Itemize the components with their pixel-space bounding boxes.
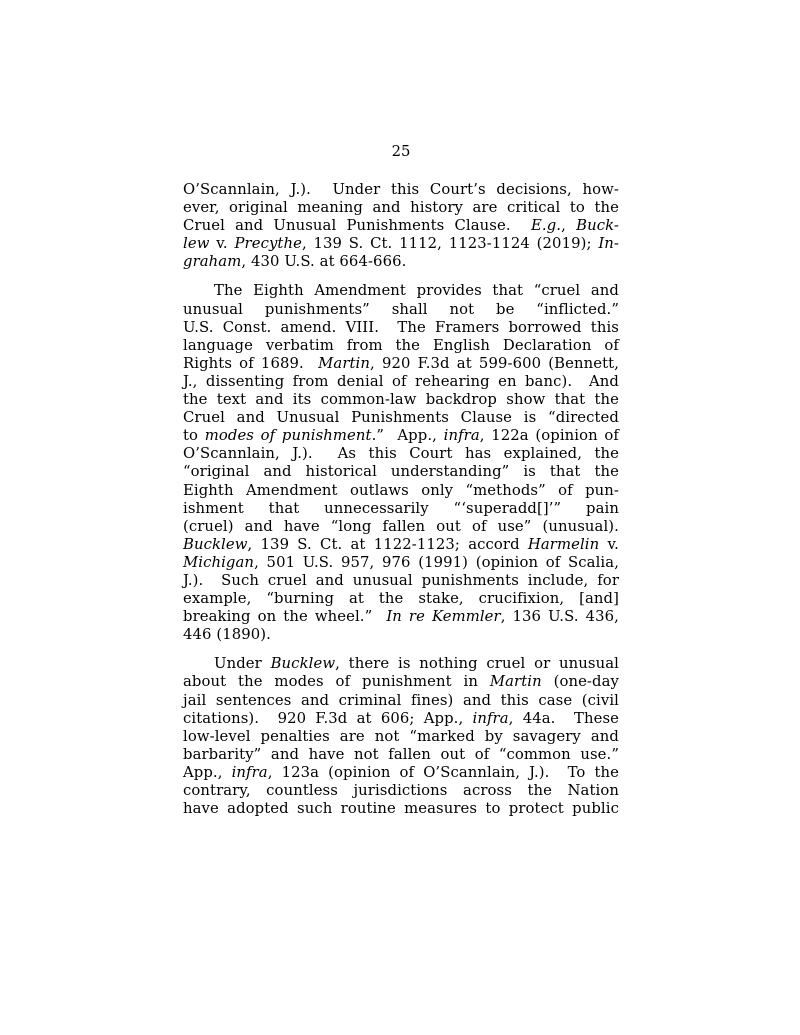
text-run: to xyxy=(183,427,205,445)
text-run: Cruel and Unusual Punishments Clause. xyxy=(183,217,532,235)
text-run: , 122a (opinion of xyxy=(479,427,620,445)
italic-text-run: modes of punishment xyxy=(204,427,372,445)
text-run: J.). Such cruel and unusual punishments include, for xyxy=(183,571,619,589)
text-line xyxy=(183,655,619,673)
text-run: the text and its common-law backdrop show that the xyxy=(183,391,619,409)
text-run: , 920 F.3d at 599-600 (Bennett, xyxy=(370,354,619,372)
text-run: J., dissenting from denial of rehearing en banc). And xyxy=(183,372,619,390)
text-run: “original and historical understanding” is that the xyxy=(183,463,619,481)
body-text xyxy=(183,181,619,818)
italic-text-run: Harmelin xyxy=(527,535,600,553)
text-run: U.S. Const. amend. VIII. The Framers borrowed this xyxy=(183,318,619,336)
text-line xyxy=(183,710,619,728)
italic-text-run: In- xyxy=(598,235,619,253)
text-run: (cruel) and have “long fallen out of use” (unusual). xyxy=(183,517,619,535)
italic-text-run: lew xyxy=(183,235,210,253)
text-line xyxy=(183,181,619,199)
text-line xyxy=(183,235,619,253)
text-line xyxy=(183,572,619,590)
paragraph xyxy=(183,655,619,818)
text-run: .” App., xyxy=(371,427,444,445)
text-run: example, “burning at the stake, crucifixion, [and] xyxy=(183,590,619,608)
text-run: , there is nothing cruel or unusual xyxy=(335,655,619,673)
text-run: language verbatim from the English Declaration of xyxy=(183,336,619,354)
text-run: barbarity” and have not fallen out of “common use.” xyxy=(183,745,619,763)
text-run: contrary, countless jurisdictions across the Nation xyxy=(183,782,619,799)
text-line xyxy=(183,445,619,463)
italic-text-run: graham xyxy=(183,253,242,271)
paragraph xyxy=(183,181,619,271)
text-run: App., xyxy=(183,763,232,781)
text-run: , 139 S. Ct. 1112, 1123-1124 (2019); xyxy=(301,235,599,253)
text-line xyxy=(183,282,619,300)
text-line xyxy=(183,673,619,691)
text-run: , 44a. These xyxy=(508,709,619,727)
italic-text-run: infra xyxy=(443,427,480,445)
text-line xyxy=(183,482,619,500)
text-run: about the modes of punishment in xyxy=(183,673,490,691)
text-run: citations). 920 F.3d at 606; App., xyxy=(183,709,473,727)
text-line xyxy=(183,764,619,782)
italic-text-run: Precythe xyxy=(234,235,302,253)
text-line xyxy=(183,692,619,710)
text-line xyxy=(183,554,619,572)
text-line xyxy=(183,782,619,800)
italic-text-run: Michigan xyxy=(183,553,255,571)
italic-text-run: Buck- xyxy=(576,217,619,235)
text-line xyxy=(183,608,619,626)
text-line xyxy=(183,746,619,764)
paragraph xyxy=(183,282,619,644)
text-run: v. xyxy=(599,535,619,553)
italic-text-run: Bucklew xyxy=(183,535,248,553)
text-run: (one-day xyxy=(541,673,619,691)
text-line xyxy=(183,427,619,445)
italic-text-run: infra xyxy=(231,763,268,781)
italic-text-run: E.g. xyxy=(531,217,562,235)
text-line xyxy=(183,217,619,235)
text-run: ever, original meaning and history are critical to the xyxy=(183,199,619,217)
text-run: Eighth Amendment outlaws only “methods” of pun- xyxy=(183,481,619,499)
text-line xyxy=(183,355,619,373)
text-line xyxy=(183,626,619,644)
text-line xyxy=(183,301,619,319)
text-line xyxy=(183,373,619,391)
text-line xyxy=(183,409,619,427)
text-run: Under xyxy=(214,655,271,673)
text-run: , 430 U.S. at 664-666. xyxy=(241,253,407,271)
text-run: have adopted such routine measures to protect public xyxy=(183,800,619,818)
text-line xyxy=(183,391,619,409)
text-line xyxy=(183,800,619,818)
text-run: , xyxy=(561,217,577,235)
text-run: jail sentences and criminal fines) and this case (civil xyxy=(183,691,619,709)
text-run: ishment that unnecessarily “‘superadd[]’” pain xyxy=(183,499,619,517)
text-line xyxy=(183,319,619,337)
text-run: 446 (1890). xyxy=(183,626,271,644)
text-run: , 501 U.S. 957, 976 (1991) (opinion of Scalia, xyxy=(254,553,619,571)
italic-text-run: In re Kemmler xyxy=(386,608,501,626)
text-line xyxy=(183,518,619,536)
text-run: v. xyxy=(209,235,235,253)
italic-text-run: Martin xyxy=(489,673,542,691)
italic-text-run: Martin xyxy=(318,354,370,372)
page-number: 25 xyxy=(391,143,411,160)
text-run: , 123a (opinion of O’Scannlain, J.). To the xyxy=(267,763,619,781)
text-line xyxy=(183,590,619,608)
text-run: unusual punishments” shall not be “inflicted.” xyxy=(183,300,619,318)
text-line xyxy=(183,463,619,481)
text-line xyxy=(183,728,619,746)
text-line xyxy=(183,337,619,355)
text-line xyxy=(183,199,619,217)
italic-text-run: Bucklew xyxy=(270,655,336,673)
text-run: Cruel and Unusual Punishments Clause is “directed xyxy=(183,409,619,427)
italic-text-run: infra xyxy=(472,709,509,727)
text-line xyxy=(183,253,619,271)
text-line xyxy=(183,536,619,554)
text-run: The Eighth Amendment provides that “cruel and xyxy=(214,282,619,300)
text-run: breaking on the wheel.” xyxy=(183,608,387,626)
text-run: Rights of 1689. xyxy=(183,354,319,372)
text-run: low-level penalties are not “marked by savagery and xyxy=(183,727,619,745)
text-run: , 136 U.S. 436, xyxy=(500,608,619,626)
text-run: , 139 S. Ct. at 1122-1123; accord xyxy=(247,535,528,553)
text-run: O’Scannlain, J.). As this Court has explained, the xyxy=(183,445,619,463)
text-run: O’Scannlain, J.). Under this Court’s decisions, how- xyxy=(183,181,619,198)
text-line xyxy=(183,500,619,518)
